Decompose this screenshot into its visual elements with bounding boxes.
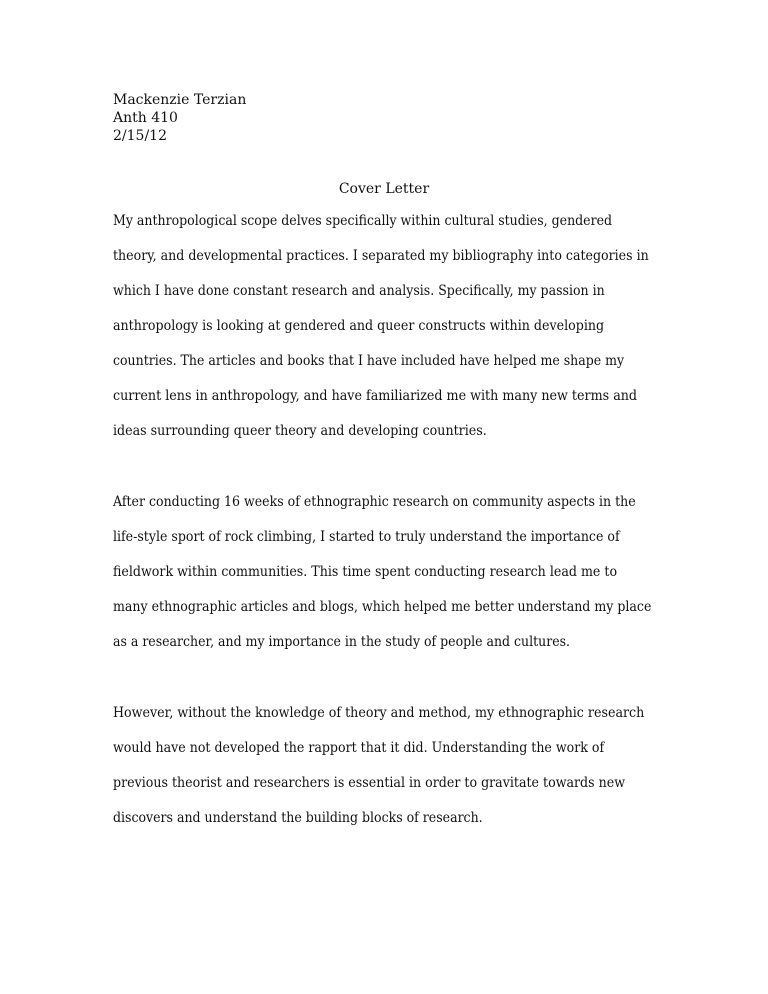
- body-line: anthropology is looking at gendered and queer constructs within developing: [113, 318, 605, 334]
- body-line: theory, and developmental practices. I separated my bibliography into categories in: [113, 248, 649, 264]
- body-line: previous theorist and researchers is essential in order to gravitate towards new: [113, 775, 626, 791]
- body-line: which I have done constant research and analysis. Specifically, my passion in: [113, 283, 605, 299]
- document-title: Cover Letter: [338, 181, 430, 197]
- course-label: Anth 410: [113, 110, 178, 126]
- body-line: current lens in anthropology, and have familiarized me with many new terms and: [113, 388, 638, 404]
- author-name: Mackenzie Terzian: [113, 92, 247, 108]
- document-date: 2/15/12: [113, 128, 167, 144]
- document-header: [113, 91, 246, 145]
- body-line: discovers and understand the building blocks of research.: [113, 810, 483, 826]
- body-line: fieldwork within communities. This time spent conducting research lead me to: [113, 564, 618, 580]
- body-line: countries. The articles and books that I have included have helped me shape my: [113, 353, 625, 369]
- body-line: as a researcher, and my importance in the study of people and cultures.: [113, 634, 571, 650]
- body-line: My anthropological scope delves specifically within cultural studies, gendered: [113, 213, 613, 229]
- body-line: life-style sport of rock climbing, I started to truly understand the importance of: [113, 529, 620, 545]
- body-line: ideas surrounding queer theory and developing countries.: [113, 423, 487, 439]
- body-line: However, without the knowledge of theory and method, my ethnographic research: [113, 705, 645, 721]
- body-line: would have not developed the rapport that it did. Understanding the work of: [113, 740, 605, 756]
- body-line: many ethnographic articles and blogs, which helped me better understand my place: [113, 599, 652, 615]
- body-line: After conducting 16 weeks of ethnographic research on community aspects in the: [113, 494, 636, 510]
